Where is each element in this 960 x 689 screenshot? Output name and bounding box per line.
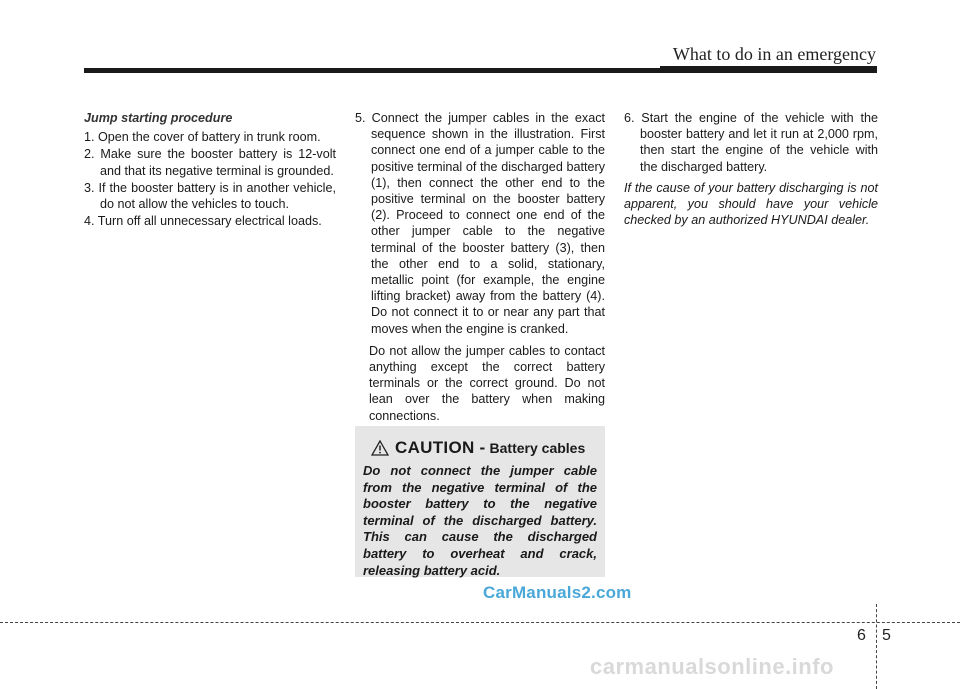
procedure-subheading: Jump starting procedure — [84, 111, 233, 125]
page-number: 5 — [882, 627, 891, 644]
footer-divider — [0, 622, 960, 623]
caution-label: CAUTION - — [395, 438, 486, 457]
caution-box — [355, 426, 605, 577]
section-title: What to do in an emergency — [672, 44, 876, 64]
header-rule-accent — [660, 66, 877, 73]
watermark-text: CarManuals2.com — [483, 583, 632, 602]
column-1 — [84, 110, 336, 230]
step-5: 5. Connect the jumper cables in the exact sequence shown in the illustration. First connect one end of a jumper cable to the positive terminal of the discharged battery (1), then connect the other end to the positive terminal on the booster battery (2). Proceed to connect one end of the other jumper cable to the negative terminal of the booster battery (3), then the other end to a solid, stationary, metallic point (for example, the engine lifting bracket) away from the battery (4). Do not connect it to or near any part that moves when the engine is cranked. — [355, 111, 605, 336]
caution-header — [371, 438, 597, 458]
step-6: 6. Start the engine of the vehicle with the booster battery and let it run at 2,000 rpm, then start the engine of the vehicle with the discharged battery. — [624, 111, 878, 174]
warning-triangle-icon — [371, 440, 389, 456]
cable-warning-paragraph: Do not allow the jumper cables to contact anything except the correct battery terminals or the correct ground. Do not lean over the battery when making connections. — [369, 343, 605, 423]
caution-subtitle: Battery cables — [489, 440, 586, 456]
page-number-divider — [876, 604, 877, 689]
caution-text: Do not connect the jumper cable from the negative terminal of the booster battery to the negative terminal of the discharged battery. This can cause the discharged battery to overheat and crack, releasing battery acid. — [363, 463, 597, 578]
column-2 — [355, 110, 605, 424]
footer-site-watermark: carmanualsonline.info — [590, 654, 834, 679]
column-3 — [624, 110, 878, 228]
dealer-note: If the cause of your battery discharging is not apparent, you should have your vehicle checked by an authorized HYUNDAI dealer. — [624, 180, 878, 228]
step-3: 3. If the booster battery is in another vehicle, do not allow the vehicles to touch. — [84, 180, 336, 212]
step-1: 1. Open the cover of battery in trunk room. — [84, 130, 321, 145]
step-2: 2. Make sure the booster battery is 12-volt and that its negative terminal is grounded. — [84, 147, 336, 178]
chapter-number: 6 — [857, 627, 866, 644]
step-4: 4. Turn off all unnecessary electrical loads. — [84, 214, 322, 229]
